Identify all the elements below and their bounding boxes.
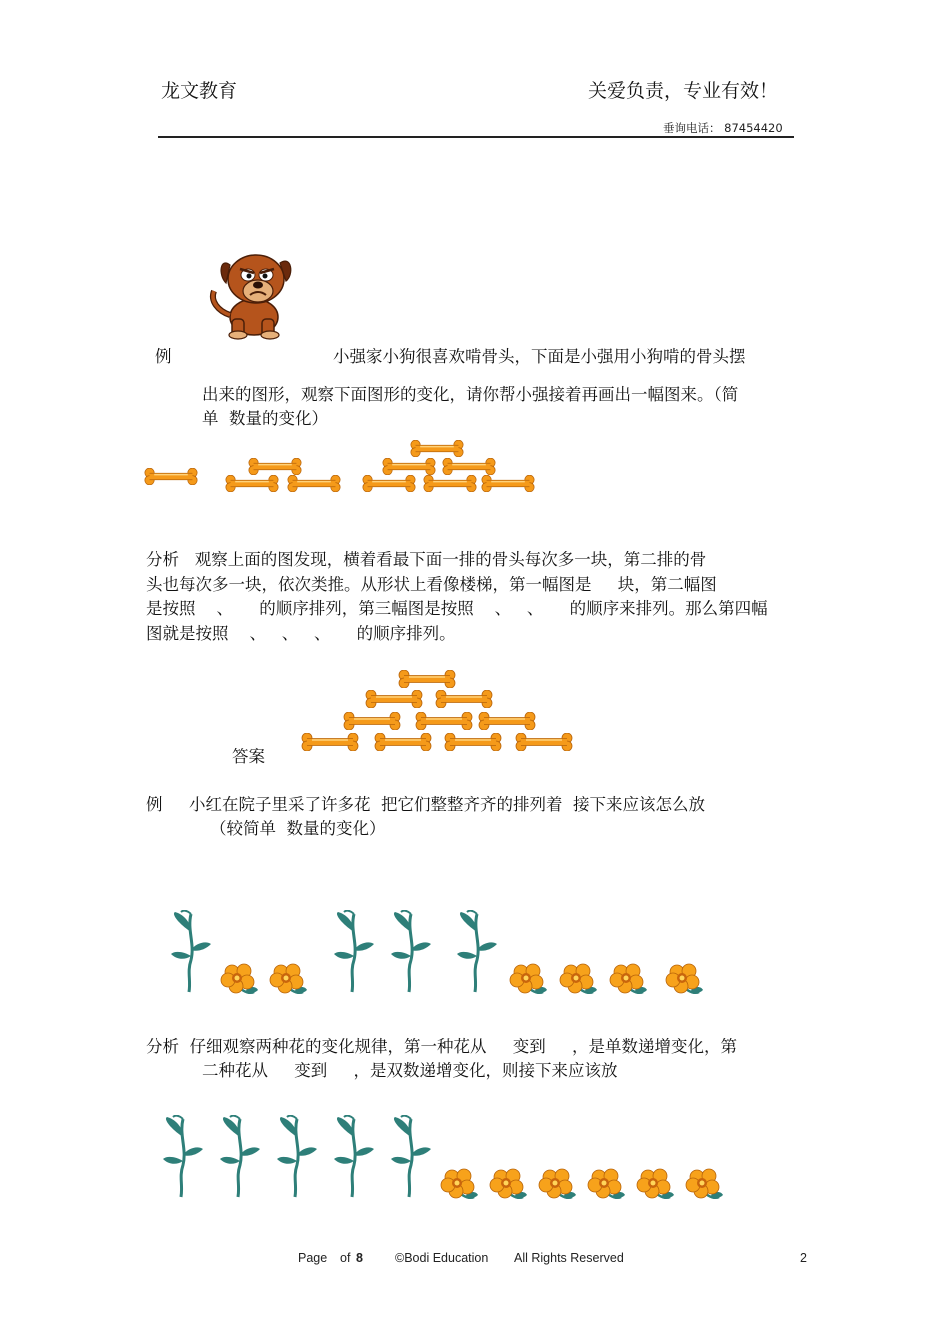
bone-icon — [513, 733, 575, 751]
orange-flower-icon — [587, 1167, 627, 1201]
bone-icon — [409, 440, 465, 457]
example1-text-line2: 出来的图形，观察下面图形的变化，请你帮小强接着再画出一幅图来。（简 — [202, 385, 739, 404]
bone-icon — [441, 458, 497, 475]
bone-icon — [433, 690, 495, 708]
orange-flower-icon — [685, 1167, 725, 1201]
analysis2-line1: 分析 仔细观察两种花的变化规律，第一种花从 变到 ，是单数递增变化，第 — [146, 1037, 737, 1056]
bone-icon — [361, 475, 417, 492]
leafy-stem-icon — [271, 1115, 319, 1201]
example2-label: 例 — [146, 795, 163, 814]
bone-icon — [413, 712, 475, 730]
bone-icon — [422, 475, 478, 492]
leafy-stem-icon — [385, 910, 433, 996]
leafy-stem-icon — [214, 1115, 262, 1201]
leafy-stem-icon — [157, 1115, 205, 1201]
orange-flower-icon — [489, 1167, 529, 1201]
leafy-stem-icon — [385, 1115, 433, 1201]
bone-icon — [442, 733, 504, 751]
footer-page-number: 2 — [800, 1251, 807, 1265]
leafy-stem-icon — [328, 910, 376, 996]
orange-flower-icon — [636, 1167, 676, 1201]
answer1-label: 答案 — [232, 747, 265, 766]
brand-name: 龙文教育 — [161, 80, 238, 102]
leafy-stem-icon — [451, 910, 499, 996]
bone-icon — [372, 733, 434, 751]
slogan: 关爱负责，专业有效！ — [588, 80, 779, 102]
leafy-stem-icon — [328, 1115, 376, 1201]
hotline: 垂询电话： 87454420 — [663, 121, 783, 135]
bone-icon — [247, 458, 303, 475]
bone-icon — [396, 670, 458, 688]
bone-icon — [341, 712, 403, 730]
bone-icon — [363, 690, 425, 708]
bone-icon — [381, 458, 437, 475]
orange-flower-icon — [509, 962, 549, 996]
bone-icon — [299, 733, 361, 751]
footer-total-pages: 8 — [356, 1251, 363, 1265]
orange-flower-icon — [665, 962, 705, 996]
header-divider — [158, 136, 794, 138]
bone-icon — [476, 712, 538, 730]
bone-icon — [143, 468, 199, 485]
orange-flower-icon — [440, 1167, 480, 1201]
bone-icon — [224, 475, 280, 492]
example1-text-line3: 单 数量的变化） — [202, 409, 328, 428]
footer-of-label: of — [340, 1251, 351, 1265]
footer-rights: All Rights Reserved — [514, 1251, 624, 1265]
bone-icon — [480, 475, 536, 492]
analysis1-line4: 图就是按照 、 、 、 的顺序排列。 — [146, 624, 456, 643]
bone-icon — [286, 475, 342, 492]
example2-text-line1: 小红在院子里采了许多花 把它们整整齐齐的排列着 接下来应该怎么放 — [189, 795, 705, 814]
orange-flower-icon — [220, 962, 260, 996]
example1-text-line1: 小强家小狗很喜欢啃骨头，下面是小强用小狗啃的骨头摆 — [333, 347, 746, 366]
example2-text-line2: （较简单 数量的变化） — [210, 819, 386, 838]
analysis1-line1: 分析 观察上面的图发现，横着看最下面一排的骨头每次多一块，第二排的骨 — [146, 550, 707, 569]
cartoon-dog-icon — [200, 245, 296, 341]
footer-copyright: ©Bodi Education — [395, 1251, 489, 1265]
orange-flower-icon — [609, 962, 649, 996]
footer-page-label: Page — [298, 1251, 328, 1265]
orange-flower-icon — [559, 962, 599, 996]
leafy-stem-icon — [165, 910, 213, 996]
orange-flower-icon — [269, 962, 309, 996]
example1-label: 例 — [155, 347, 172, 366]
orange-flower-icon — [538, 1167, 578, 1201]
analysis2-line2: 二种花从 变到 ，是双数递增变化，则接下来应该放 — [202, 1061, 618, 1080]
analysis1-line2: 头也每次多一块，依次类推。从形状上看像楼梯，第一幅图是 块，第二幅图 — [146, 575, 717, 594]
analysis1-line3: 是按照 、 的顺序排列，第三幅图是按照 、 、 的顺序来排列。那么第四幅 — [146, 599, 768, 618]
